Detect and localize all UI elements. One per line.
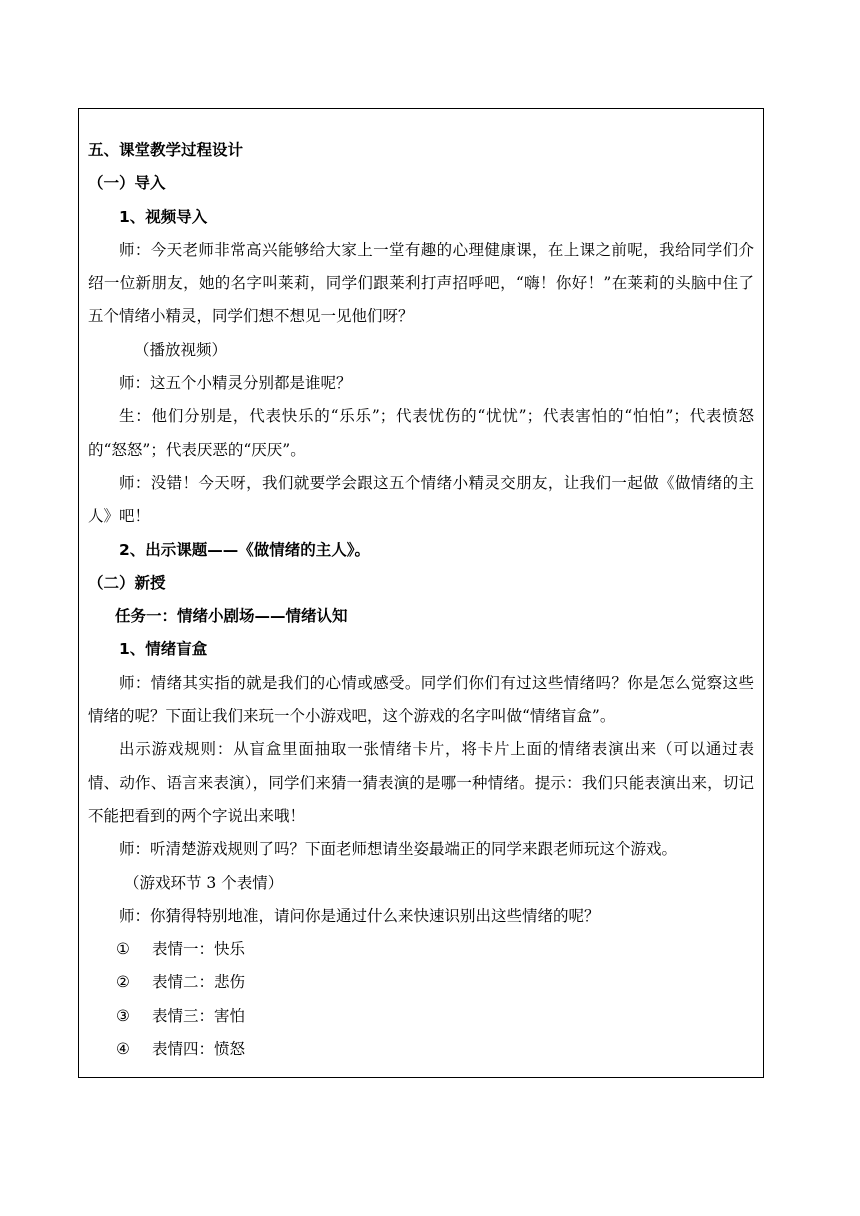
list-text: 表情三：害怕 [152,1006,246,1025]
paragraph-intro: 师：今天老师非常高兴能够给大家上一堂有趣的心理健康课，在上课之前呢，我给同学们介绍一位新朋友，她的名字叫莱莉，同学们跟莱利打声招呼吧，“嗨！你好！”在莱莉的头脑中住了五个情绪小精灵，同学们想不想见一见他们呀？ [88,240,754,326]
list-item [88,933,754,966]
document-body [88,134,754,1066]
list-number: ④ [116,1040,130,1059]
paragraph-student-answer: 生：他们分别是，代表快乐的“乐乐”；代表忧伤的“忧忧”；代表害怕的“怕怕”；代表愤怒的“怒怒”；代表厌恶的“厌厌”。 [88,407,754,459]
part1-subtitle-topic: 2、出示课题——《做情绪的主人》。 [119,540,371,559]
paragraph-teacher-question: 师：这五个小精灵分别都是谁呢？ [119,374,352,393]
part1-subtitle-video: 1、视频导入 [119,207,208,226]
list-number: ① [116,940,130,959]
list-number: ③ [116,1006,130,1025]
list-item [88,966,754,999]
paragraph-teacher-invite: 师：听清楚游戏规则了吗？下面老师想请坐姿最端正的同学来跟老师玩这个游戏。 [119,840,678,859]
paragraph-game-rules: 出示游戏规则：从盲盒里面抽取一张情绪卡片，将卡片上面的情绪表演出来（可以通过表情、动作、语言来表演），同学们来猜一猜表演的是哪一种情绪。提示：我们只能表演出来，切记不能把看到的两个字说出来哦！ [88,740,754,825]
list-text: 表情四：愤怒 [152,1040,246,1059]
list-text: 表情一：快乐 [152,940,246,959]
section-heading: 五、课堂教学过程设计 [88,141,244,159]
part2-subtitle-blindbox: 1、情绪盲盒 [119,640,208,659]
list-text: 表情二：悲伤 [152,973,246,992]
paragraph-game-segment: （游戏环节 3 个表情） [124,873,284,892]
list-item [88,1033,754,1066]
task1-title: 任务一：情绪小剧场——情绪认知 [115,607,348,626]
paragraph-teacher-response: 师：没错！今天呀，我们就要学会跟这五个情绪小精灵交朋友，让我们一起做《做情绪的主人》吧！ [88,473,754,526]
paragraph-play-video: （播放视频） [134,340,228,359]
paragraph-emotion-definition: 师：情绪其实指的就是我们的心情或感受。同学们你们有过这些情绪吗？你是怎么觉察这些情绪的呢？下面让我们来玩一个小游戏吧，这个游戏的名字叫做“情绪盲盒”。 [88,673,754,726]
part1-title: （一）导入 [88,174,166,193]
list-number: ② [116,973,130,992]
paragraph-teacher-ask: 师：你猜得特别地准，请问你是通过什么来快速识别出这些情绪的呢？ [119,906,600,925]
part2-title: （二）新授 [88,573,166,592]
emotion-list [88,933,754,1066]
list-item [88,1000,754,1033]
